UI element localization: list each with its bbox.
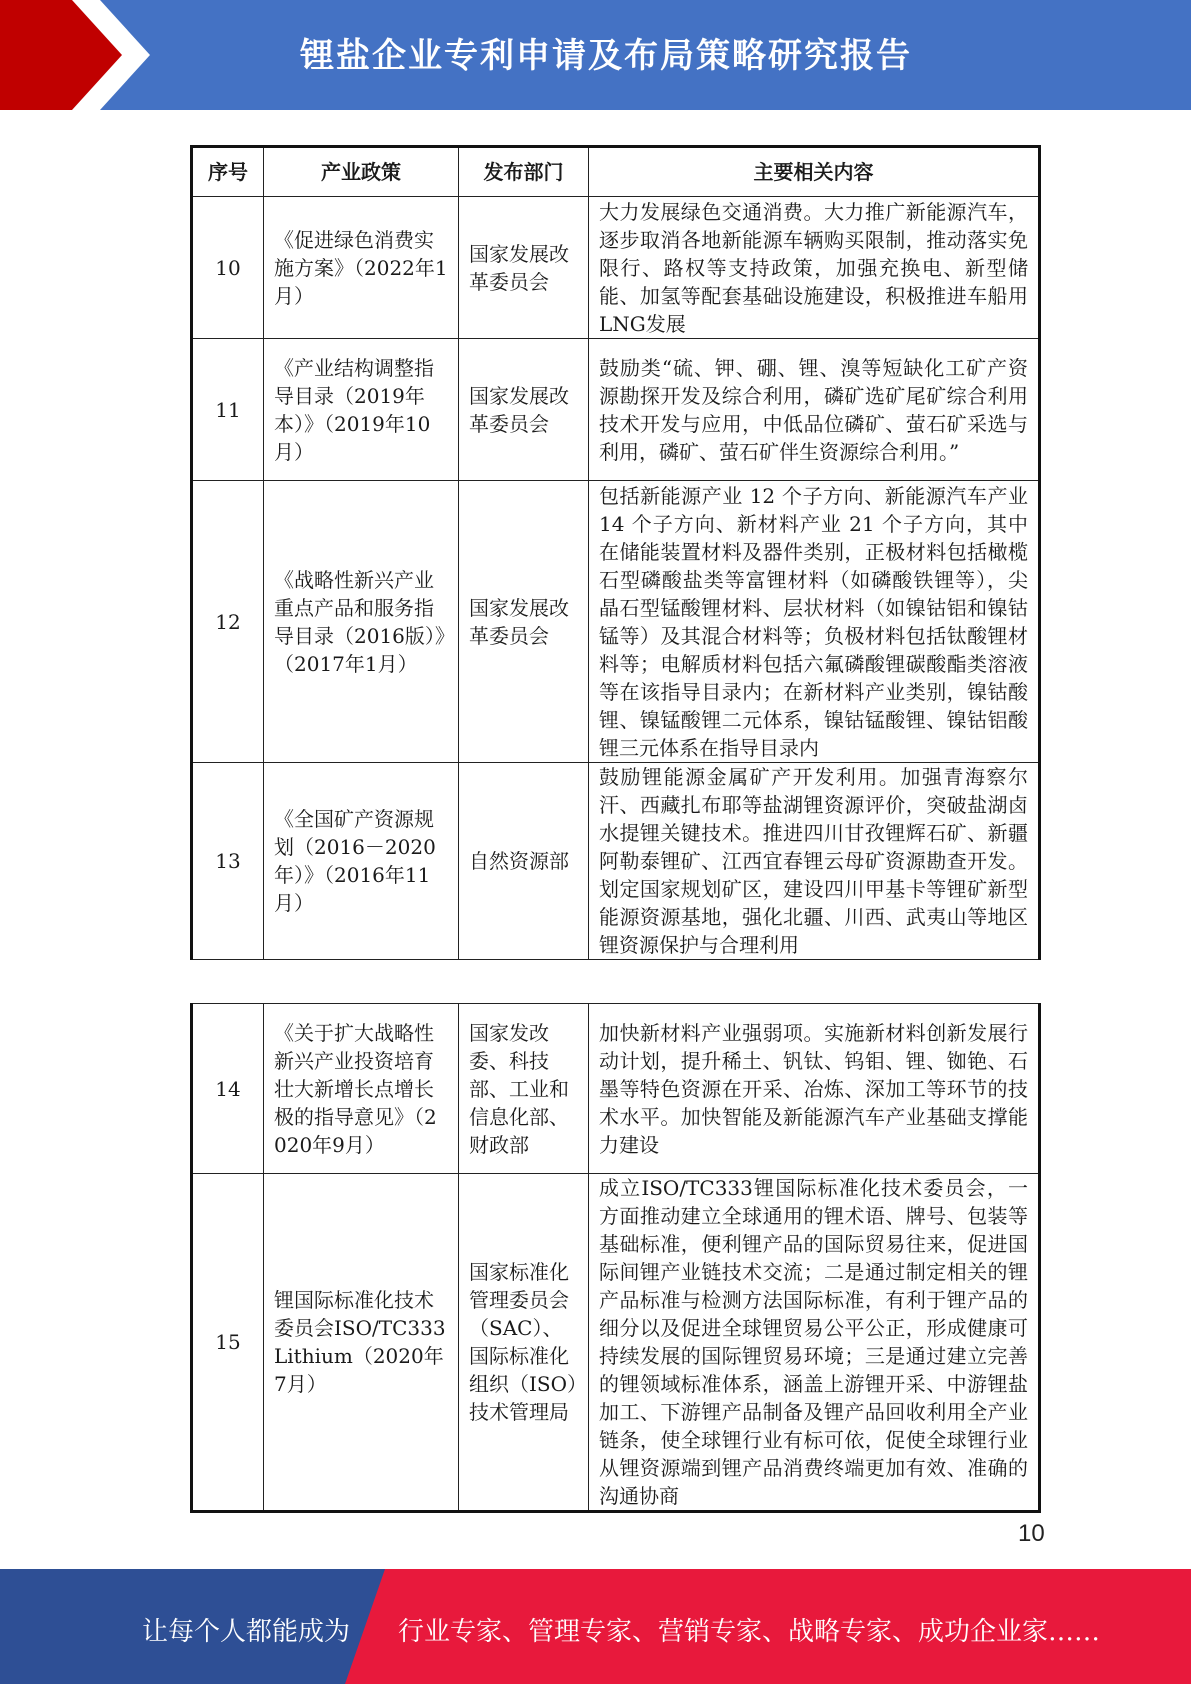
policy-table-part-1 <box>190 145 1041 960</box>
row-department: 国家标准化管理委员会（SAC）、国际标准化组织（ISO）技术管理局 <box>459 1174 589 1512</box>
header-arrow-decoration <box>0 0 170 110</box>
row-content: 包括新能源产业 12 个子方向、新能源汽车产业 14 个子方向、新材料产业 21 个子方向，其中在储能装置材料及器件类别，正极材料包括橄榄石型磷酸盐类等富锂材料（如磷酸铁锂等），尖晶石型锰酸锂材料、层状材料（如镍钴铝和镍钴锰等）及其混合材料等；负极材料包括钛酸锂材料等；电解质材料包括六氟磷酸锂碳酸酯类溶液等在该指导目录内；在新材料产业类别，镍钴酸锂、镍锰酸锂二元体系，镍钴锰酸锂、镍钴铝酸锂三元体系在指导目录内 <box>589 481 1040 763</box>
table-row <box>192 339 1040 481</box>
row-number: 10 <box>192 197 264 339</box>
row-policy: 《关于扩大战略性新兴产业投资培育壮大新增长点增长极的指导意见》（2020年9月） <box>264 1004 459 1174</box>
table-row <box>192 763 1040 960</box>
row-content: 鼓励锂能源金属矿产开发利用。加强青海察尔汗、西藏扎布耶等盐湖锂资源评价，突破盐湖卤水提锂关键技术。推进四川甘孜锂辉石矿、新疆阿勒泰锂矿、江西宜春锂云母矿资源勘查开发。划定国家规划矿区，建设四川甲基卡等锂矿新型能源资源基地，强化北疆、川西、武夷山等地区锂资源保护与合理利用 <box>589 763 1040 960</box>
column-header-policy: 产业政策 <box>264 147 459 197</box>
row-number: 14 <box>192 1004 264 1174</box>
table-row <box>192 197 1040 339</box>
page-footer <box>0 1569 1191 1684</box>
column-header-number: 序号 <box>192 147 264 197</box>
column-header-content: 主要相关内容 <box>589 147 1040 197</box>
row-department: 自然资源部 <box>459 763 589 960</box>
table-row <box>192 1004 1040 1174</box>
table-row <box>192 1174 1040 1512</box>
row-department: 国家发展改革委员会 <box>459 197 589 339</box>
row-number: 15 <box>192 1174 264 1512</box>
row-policy: 《促进绿色消费实施方案》（2022年1月） <box>264 197 459 339</box>
row-policy: 锂国际标准化技术委员会ISO/TC333 Lithium（2020年7月） <box>264 1174 459 1512</box>
table-header-row <box>192 147 1040 197</box>
page-title: 锂盐企业专利申请及布局策略研究报告 <box>300 36 912 76</box>
row-policy: 《产业结构调整指导目录（2019年本）》（2019年10月） <box>264 339 459 481</box>
row-content: 成立ISO/TC333锂国际标准化技术委员会，一方面推动建立全球通用的锂术语、牌号、包装等基础标准，便利锂产品的国际贸易往来，促进国际间锂产业链技术交流；二是通过制定相关的锂产品标准与检测方法国际标准，有利于锂产品的细分以及促进全球锂贸易公平公正，形成健康可持续发展的国际锂贸易环境；三是通过建立完善的锂领域标准体系，涵盖上游锂开采、中游锂盐加工、下游锂产品制备及锂产品回收利用全产业链条，使全球锂行业有标可依，促使全球锂行业从锂资源端到锂产品消费终端更加有效、准确的沟通协商 <box>589 1174 1040 1512</box>
row-number: 12 <box>192 481 264 763</box>
row-department: 国家发展改革委员会 <box>459 339 589 481</box>
row-policy: 《战略性新兴产业重点产品和服务指导目录（2016版）》（2017年1月） <box>264 481 459 763</box>
row-department: 国家发展改革委员会 <box>459 481 589 763</box>
table-row <box>192 481 1040 763</box>
row-content: 大力发展绿色交通消费。大力推广新能源汽车，逐步取消各地新能源车辆购买限制，推动落实免限行、路权等支持政策，加强充换电、新型储能、加氢等配套基础设施建设，积极推进车船用LNG发展 <box>589 197 1040 339</box>
row-department: 国家发改委、科技部、工业和信息化部、财政部 <box>459 1004 589 1174</box>
page-header <box>0 0 1191 110</box>
row-content: 鼓励类“硫、钾、硼、锂、溴等短缺化工矿产资源勘探开发及综合利用，磷矿选矿尾矿综合利用技术开发与应用，中低品位磷矿、萤石矿采选与利用，磷矿、萤石矿伴生资源综合利用。” <box>589 339 1040 481</box>
row-number: 11 <box>192 339 264 481</box>
row-policy: 《全国矿产资源规划（2016－2020年）》（2016年11月） <box>264 763 459 960</box>
row-number: 13 <box>192 763 264 960</box>
footer-slogan-left: 让每个人都能成为 <box>142 1617 351 1647</box>
page-number: 10 <box>1018 1520 1045 1547</box>
row-content: 加快新材料产业强弱项。实施新材料创新发展行动计划，提升稀土、钒钛、钨钼、锂、铷铯、石墨等特色资源在开采、冶炼、深加工等环节的技术水平。加快智能及新能源汽车产业基础支撑能力建设 <box>589 1004 1040 1174</box>
policy-table-part-2 <box>190 1003 1041 1513</box>
footer-slogan-right: 行业专家、管理专家、营销专家、战略专家、成功企业家…… <box>398 1617 1101 1647</box>
column-header-department: 发布部门 <box>459 147 589 197</box>
